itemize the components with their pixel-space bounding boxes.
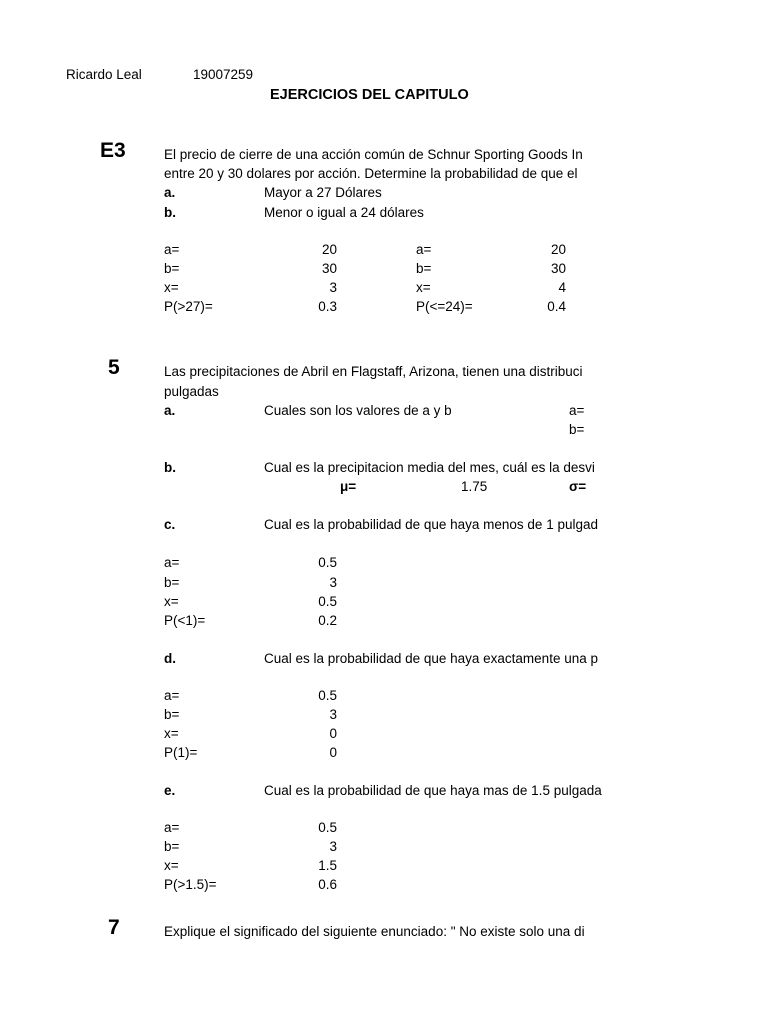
sigma-label: σ= bbox=[569, 479, 587, 494]
p5-e-text: Cual es la probabilidad de que haya mas de 1.5 pulgada bbox=[264, 783, 602, 798]
page-title: EJERCICIOS DEL CAPITULO bbox=[270, 87, 469, 103]
e3-left-label-a: a= bbox=[164, 242, 180, 257]
e3-text-line2: entre 20 y 30 dolares por acción. Determine la probabilidad de que el bbox=[164, 166, 578, 181]
p5-c-value-x: 0.5 bbox=[318, 594, 337, 609]
p5-c-value-b: 3 bbox=[329, 575, 337, 590]
p5-e-value-p: 0.6 bbox=[318, 877, 337, 892]
p5-c-label-b: b= bbox=[164, 575, 180, 590]
e3-b-text: Menor o igual a 24 dólares bbox=[264, 205, 424, 220]
p5-c-text: Cual es la probabilidad de que haya menos de 1 pulgad bbox=[264, 517, 598, 532]
e3-right-label-a: a= bbox=[416, 242, 432, 257]
p5-d-value-p: 0 bbox=[329, 745, 337, 760]
e3-b-label: b. bbox=[164, 205, 176, 220]
e3-right-label-x: x= bbox=[416, 280, 431, 295]
p5-text-line2: pulgadas bbox=[164, 384, 219, 399]
p5-d-text: Cual es la probabilidad de que haya exactamente una p bbox=[264, 651, 598, 666]
p5-c-value-a: 0.5 bbox=[318, 555, 337, 570]
e3-right-label-b: b= bbox=[416, 261, 432, 276]
e3-right-label-p: P(<=24)= bbox=[416, 299, 473, 314]
p5-d-label-a: a= bbox=[164, 688, 180, 703]
p5-d-label-p: P(1)= bbox=[164, 745, 198, 760]
p5-c-label-x: x= bbox=[164, 594, 179, 609]
p5-e-label-p: P(>1.5)= bbox=[164, 877, 217, 892]
p5-d-value-b: 3 bbox=[329, 707, 337, 722]
p5-e-label-x: x= bbox=[164, 858, 179, 873]
p5-d-label-b: b= bbox=[164, 707, 180, 722]
e3-left-label-p: P(>27)= bbox=[164, 299, 213, 314]
student-id: 19007259 bbox=[193, 67, 254, 82]
p5-d-value-a: 0.5 bbox=[318, 688, 337, 703]
e3-right-value-x: 4 bbox=[558, 280, 566, 295]
e3-right-value-b: 30 bbox=[550, 261, 566, 276]
p5-c-value-p: 0.2 bbox=[318, 613, 337, 628]
p5-text-line1: Las precipitaciones de Abril en Flagstaff, Arizona, tienen una distribuci bbox=[164, 364, 583, 379]
mu-value: 1.75 bbox=[461, 479, 488, 494]
p5-d-label-x: x= bbox=[164, 726, 179, 741]
e3-right-value-p: 0.4 bbox=[547, 299, 566, 314]
p5-a-eq: a= bbox=[569, 403, 585, 418]
p5-a-label: a. bbox=[164, 403, 176, 418]
p5-e-label-b: b= bbox=[164, 839, 180, 854]
exercise-number-e3: E3 bbox=[100, 139, 126, 162]
exercise-number-7: 7 bbox=[108, 916, 120, 939]
p5-c-label: c. bbox=[164, 517, 176, 532]
p5-e-value-a: 0.5 bbox=[318, 820, 337, 835]
student-name: Ricardo Leal bbox=[66, 67, 142, 82]
e3-left-value-x: 3 bbox=[329, 280, 337, 295]
mu-label: μ= bbox=[340, 479, 357, 494]
p5-e-value-b: 3 bbox=[329, 839, 337, 854]
p5-e-label: e. bbox=[164, 783, 176, 798]
p5-c-label-p: P(<1)= bbox=[164, 613, 206, 628]
e3-left-value-b: 30 bbox=[321, 261, 337, 276]
p5-b-label: b. bbox=[164, 460, 176, 475]
p5-c-label-a: a= bbox=[164, 555, 180, 570]
e3-left-label-x: x= bbox=[164, 280, 179, 295]
p7-text: Explique el significado del siguiente enunciado: " No existe solo una di bbox=[164, 924, 585, 939]
e3-left-label-b: b= bbox=[164, 261, 180, 276]
p5-b-eq: b= bbox=[569, 422, 585, 437]
exercise-number-5: 5 bbox=[108, 356, 120, 379]
e3-a-text: Mayor a 27 Dólares bbox=[264, 185, 382, 200]
e3-left-value-p: 0.3 bbox=[318, 299, 337, 314]
p5-b-text: Cual es la precipitacion media del mes, cuál es la desvi bbox=[264, 460, 595, 475]
p5-e-value-x: 1.5 bbox=[318, 858, 337, 873]
e3-left-value-a: 20 bbox=[321, 242, 337, 257]
e3-a-label: a. bbox=[164, 185, 176, 200]
p5-e-label-a: a= bbox=[164, 820, 180, 835]
p5-a-text: Cuales son los valores de a y b bbox=[264, 403, 452, 418]
p5-d-label: d. bbox=[164, 651, 176, 666]
e3-text-line1: El precio de cierre de una acción común de Schnur Sporting Goods In bbox=[164, 147, 583, 162]
e3-right-value-a: 20 bbox=[550, 242, 566, 257]
p5-d-value-x: 0 bbox=[329, 726, 337, 741]
